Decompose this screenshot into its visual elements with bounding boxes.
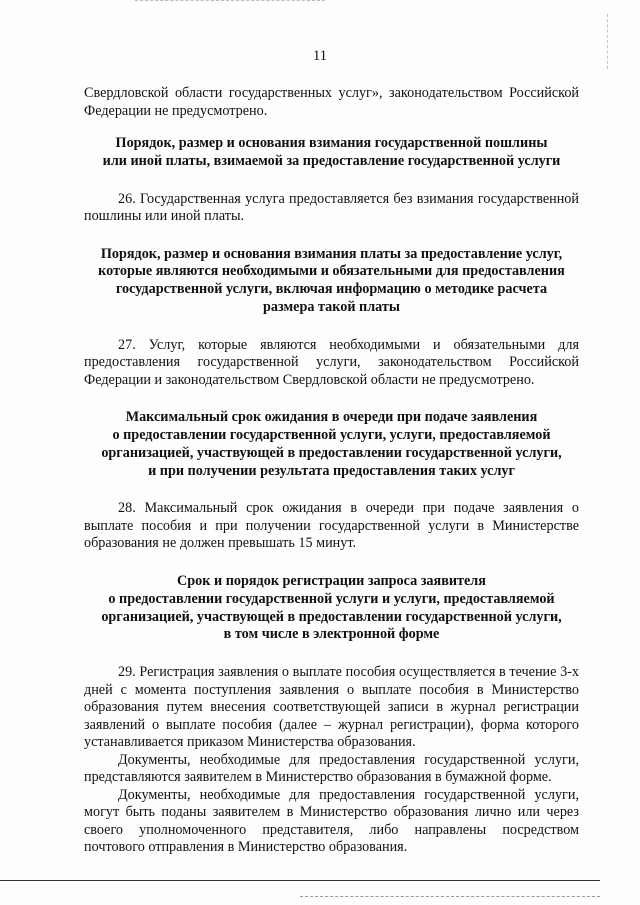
heading-line: или иной платы, взимаемой за предоставление государственной услуги bbox=[102, 152, 561, 169]
heading-line: которые являются необходимыми и обязательными для предоставления bbox=[98, 263, 565, 280]
heading-line: размера такой платы bbox=[263, 298, 400, 315]
document-body bbox=[84, 85, 579, 857]
heading-line: и при получении результата предоставления таких услуг bbox=[148, 462, 515, 479]
paragraph-28: 28. Максимальный срок ожидания в очереди при подаче заявления о выплате пособия и при получении государственной услуги в Министерстве образования не должен превышать 15 минут. bbox=[84, 500, 579, 552]
heading-line: организацией, участвующей в предоставлении государственной услуги, bbox=[101, 608, 562, 625]
page-number: 11 bbox=[313, 48, 327, 64]
heading-registration bbox=[84, 573, 579, 644]
paragraph-26: 26. Государственная услуга предоставляется без взимания государственной пошлины или иной платы. bbox=[84, 190, 579, 225]
heading-line: организацией, участвующей в предоставлении государственной услуги, bbox=[101, 444, 562, 461]
paragraph-intro: Свердловской области государственных услуг», законодательством Российской Федерации не предусмотрено. bbox=[84, 85, 579, 119]
heading-line: в том числе в электронной форме bbox=[223, 626, 440, 643]
heading-line: Максимальный срок ожидания в очереди при подаче заявления bbox=[125, 409, 538, 426]
heading-required-services-fee bbox=[84, 246, 579, 317]
heading-line: Порядок, размер и основания взимания платы за предоставление услуг, bbox=[100, 245, 563, 262]
heading-line: государственной услуги, включая информацию о методике расчета bbox=[115, 281, 548, 298]
scan-artifact-bottom-dash bbox=[300, 896, 600, 898]
paragraph-29-documents-submission: Документы, необходимые для предоставления государственной услуги, могут быть поданы заявителем в Министерство образования лично или через своего уполномоченного представителя, либо направлены посредством почтового отправления в Министерство образования. bbox=[84, 786, 579, 856]
heading-line: о предоставлении государственной услуги и услуги, предоставляемой bbox=[108, 590, 555, 607]
heading-line: Порядок, размер и основания взимания государственной пошлины bbox=[115, 135, 548, 151]
heading-queue-time bbox=[84, 409, 579, 480]
heading-line: Срок и порядок регистрации запроса заявителя bbox=[177, 572, 486, 589]
paragraph-29-documents-paper: Документы, необходимые для предоставления государственной услуги, представляются заявителем в Министерство образования в бумажной форме. bbox=[84, 751, 579, 786]
heading-line: о предоставлении государственной услуги, услуги, предоставляемой bbox=[112, 427, 551, 444]
scan-artifact-bottom-line bbox=[0, 880, 600, 882]
heading-state-fee bbox=[84, 135, 579, 171]
scan-artifact-top bbox=[135, 0, 325, 2]
paragraph-27: 27. Услуг, которые являются необходимыми и обязательными для предоставления государственной услуги, законодательством Российской Федерации и законодательством Свердловской области не предусмотрено. bbox=[84, 336, 579, 388]
paragraph-29: 29. Регистрация заявления о выплате пособия осуществляется в течение 3-х дней с момента поступления заявления о выплате пособия в Министерство образования путем внесения соответствующей записи в журнал регистрации заявлений о выплате пособия (далее – журнал регистрации), форма которого устанавливается приказом Министерства образования. bbox=[84, 664, 579, 751]
